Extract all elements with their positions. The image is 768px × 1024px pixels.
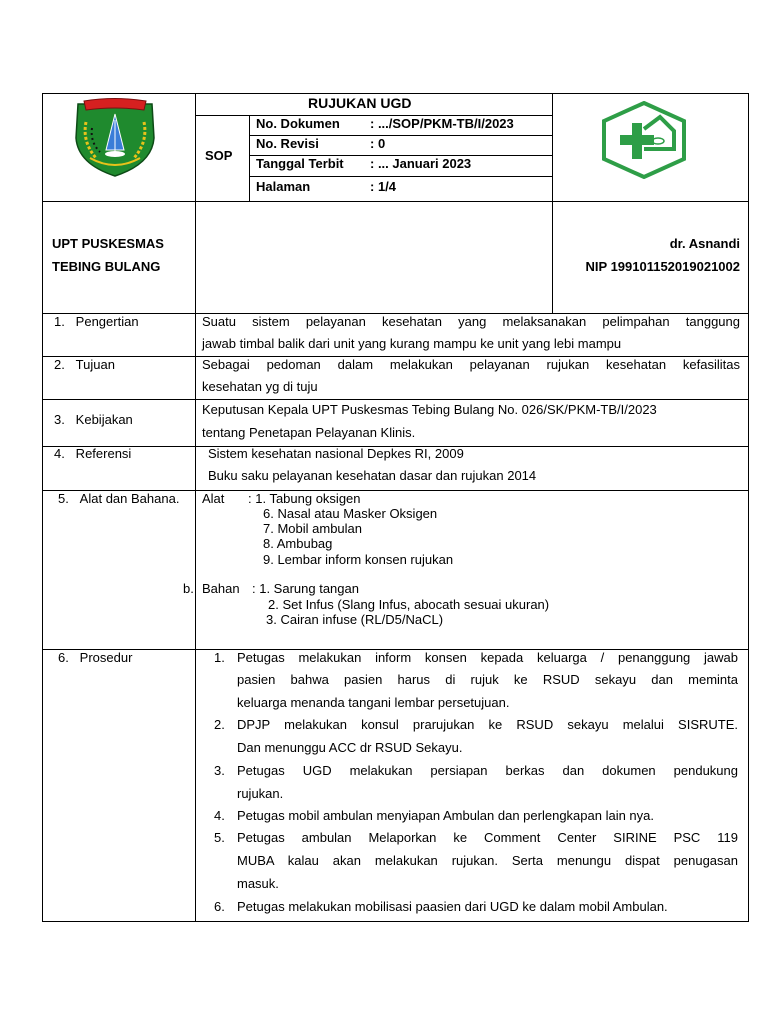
step-text-line: Petugas ambulan Melaporkan ke Comment Center SIRINE PSC 119	[237, 830, 738, 845]
step-text-line: keluarga menanda tangani lembar persetujuan.	[237, 695, 510, 710]
tujuan-text-line1: Sebagai pedoman dalam melakukan pelayanan rujukan kesehatan kefasilitas	[202, 357, 740, 372]
kebijakan-text-line2: tentang Penetapan Pelayanan Klinis.	[202, 425, 416, 440]
alat-bahan-label: 5. Alat dan Bahana.	[58, 491, 180, 506]
tanggal-terbit-label: Tanggal Terbit	[256, 156, 344, 171]
step-text-line: Petugas UGD melakukan persiapan berkas dan dokumen pendukung	[237, 763, 738, 778]
kebijakan-text-line1: Keputusan Kepala UPT Puskesmas Tebing Bulang No. 026/SK/PKM-TB/I/2023	[202, 402, 657, 417]
step-text-line: Petugas melakukan mobilisasi paasien dari UGD ke dalam mobil Ambulan.	[237, 899, 668, 914]
puskesmas-logo	[600, 101, 688, 179]
step-text-line: Petugas mobil ambulan menyiapan Ambulan dan perlengkapan lain nya.	[237, 808, 655, 823]
referensi-text-line1: Sistem kesehatan nasional Depkes RI, 2009	[208, 446, 464, 461]
pengertian-text-line2: jawab timbal balik dari unit yang kurang mampu ke unit yang lebi mampu	[202, 336, 622, 351]
tanggal-terbit-value: : ... Januari 2023	[370, 156, 472, 171]
step-number: 1.	[214, 650, 225, 665]
step-text-line: Petugas melakukan inform konsen kepada keluarga / penanggung jawab	[237, 650, 738, 665]
signer-name: dr. Asnandi	[669, 236, 740, 251]
no-dokumen-value: : .../SOP/PKM-TB/I/2023	[370, 116, 514, 131]
alat-item: 6. Nasal atau Masker Oksigen	[263, 506, 438, 521]
halaman-label: Halaman	[256, 179, 311, 194]
bahan-heading: Bahan	[202, 581, 240, 596]
prosedur-label: 6. Prosedur	[58, 650, 133, 665]
referensi-text-line2: Buku saku pelayanan kesehatan dasar dan rujukan 2014	[208, 468, 537, 483]
org-name-line1: UPT PUSKESMAS	[52, 236, 164, 251]
alat-item: : 1. Tabung oksigen	[248, 491, 361, 506]
no-revisi-value: : 0	[370, 136, 386, 151]
step-text-line: masuk.	[237, 876, 279, 891]
halaman-value: : 1/4	[370, 179, 397, 194]
step-text-line: rujukan.	[237, 786, 284, 801]
step-number: 4.	[214, 808, 225, 823]
referensi-label: 4. Referensi	[54, 446, 132, 461]
step-number: 3.	[214, 763, 225, 778]
org-name-line2: TEBING BULANG	[52, 259, 161, 274]
step-text-line: Dan menunggu ACC dr RSUD Sekayu.	[237, 740, 463, 755]
regional-emblem-logo	[70, 98, 160, 178]
step-text-line: MUBA kalau akan melakukan rujukan. Serta menungu dispat penugasan	[237, 853, 738, 868]
bahan-prefix: b.	[183, 581, 194, 596]
alat-item: 9. Lembar inform konsen rujukan	[263, 552, 454, 567]
bahan-item: 2. Set Infus (Slang Infus, abocath sesuai ukuran)	[268, 597, 550, 612]
kebijakan-label: 3. Kebijakan	[54, 412, 133, 427]
step-number: 6.	[214, 899, 225, 914]
step-number: 5.	[214, 830, 225, 845]
sop-label: SOP	[205, 148, 233, 163]
pengertian-text-line1: Suatu sistem pelayanan kesehatan yang melaksanakan pelimpahan tanggung	[202, 314, 740, 329]
alat-item: 7. Mobil ambulan	[263, 521, 362, 536]
bahan-item: : 1. Sarung tangan	[252, 581, 359, 596]
alat-item: 8. Ambubag	[263, 536, 333, 551]
step-text-line: pasien bahwa pasien harus di rujuk ke RSUD sekayu dan meminta	[237, 672, 738, 687]
no-dokumen-label: No. Dokumen	[256, 116, 340, 131]
alat-heading: Alat	[202, 491, 225, 506]
tujuan-label: 2. Tujuan	[54, 357, 115, 372]
step-text-line: DPJP melakukan konsul prarujukan ke RSUD sekayu melalui SISRUTE.	[237, 717, 738, 732]
pengertian-label: 1. Pengertian	[54, 314, 139, 329]
tujuan-text-line2: kesehatan yg di tuju	[202, 379, 318, 394]
signer-nip: NIP 199101152019021002	[585, 259, 740, 274]
document-title: RUJUKAN UGD	[308, 95, 412, 111]
bahan-item: 3. Cairan infuse (RL/D5/NaCL)	[266, 612, 444, 627]
no-revisi-label: No. Revisi	[256, 136, 319, 151]
step-number: 2.	[214, 717, 225, 732]
